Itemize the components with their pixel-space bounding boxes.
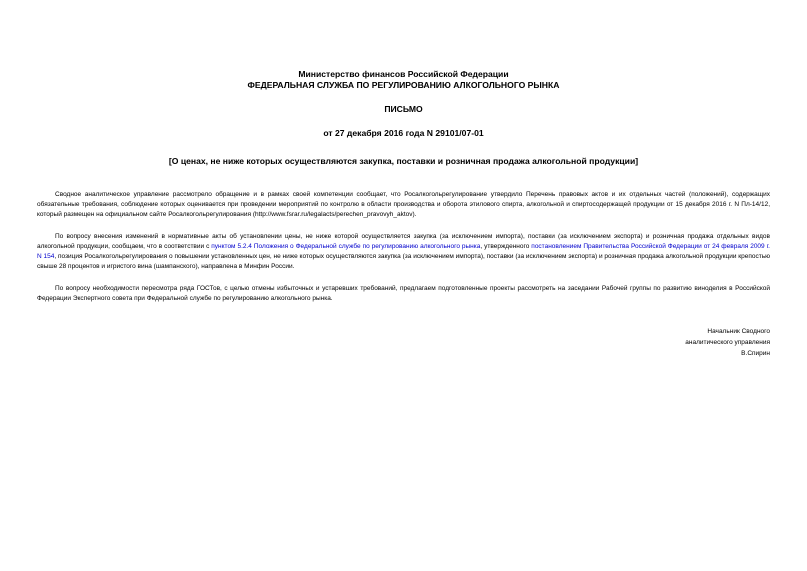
paragraph-2 <box>37 232 770 272</box>
service-name: ФЕДЕРАЛЬНАЯ СЛУЖБА ПО РЕГУЛИРОВАНИЮ АЛКОГОЛЬНОГО РЫНКА <box>247 80 560 90</box>
paragraph-1: Сводное аналитическое управление рассмотрело обращение и в рамках своей компетенции сообщает, что Росалкогольрегулирование утвердило Перечень правовых актов и их отдельных частей (положений), содержащих обязательные требования, соблюдение которых оценивается при проведении мероприятий по контролю в области производства и оборота этилового спирта, алкогольной и спиртосодержащей продукции от 15 декабря 2016 г. N Пл-14/12, который размещен на официальном сайте Росалкогольрегулирования (http://www.fsrar.ru/legalacts/perechen_pravovyh_aktov). <box>37 191 770 218</box>
link-government-decree[interactable]: постановлением Правительства Российской Федерации от 24 февраля 2009 г. N 154 <box>37 243 770 260</box>
ministry-name: Министерство финансов Российской Федерации <box>298 69 509 79</box>
signature-block <box>685 326 770 359</box>
document-subject: [О ценах, не ниже которых осуществляются закупка, поставки и розничная продажа алкогольной продукции] <box>168 156 639 166</box>
link-regulation-clause[interactable]: пунктом 5.2.4 Положения о Федеральной службе по регулированию алкогольного рынка <box>211 243 481 250</box>
signature-position-line-2: аналитического управления <box>685 339 770 346</box>
paragraph-2-text-b: , утвержденного <box>480 243 532 250</box>
document-date-number: от 27 декабря 2016 года N 29101/07-01 <box>323 128 484 138</box>
signature-name: В.Спирин <box>741 350 770 357</box>
paragraph-2-text-a: По вопросу внесения изменений в нормативные акты об установлении цены, не ниже которой осуществляется закупка (за исключением импорта), поставки (за исключением экспорта) и розничная продажа отдельных видов алкогольной продукции, сообщаем, что в соответствии с <box>37 233 770 250</box>
document-type: ПИСЬМО <box>384 104 423 114</box>
paragraph-2-text-c: , позиция Росалкогольрегулирования о повышении установленных цен, не ниже которых осуществляются закупка (за исключением импорта), поставки (за исключением экспорта) и розничная продажа алкогольной продукции крепостью свыше 28 процентов и игристого вина (шампанского), направлена в Минфин России. <box>37 253 770 270</box>
signature-position-line-1: Начальник Сводного <box>707 328 770 335</box>
document-page <box>37 0 770 571</box>
paragraph-3: По вопросу необходимости пересмотра ряда ГОСТов, с целью отмены избыточных и устаревших требований, предлагаем подготовленные проекты рассмотреть на заседании Рабочей группы по развитию виноделия в Российской Федерации Экспертного совета при Федеральной службе по регулированию алкогольного рынка. <box>37 285 770 302</box>
